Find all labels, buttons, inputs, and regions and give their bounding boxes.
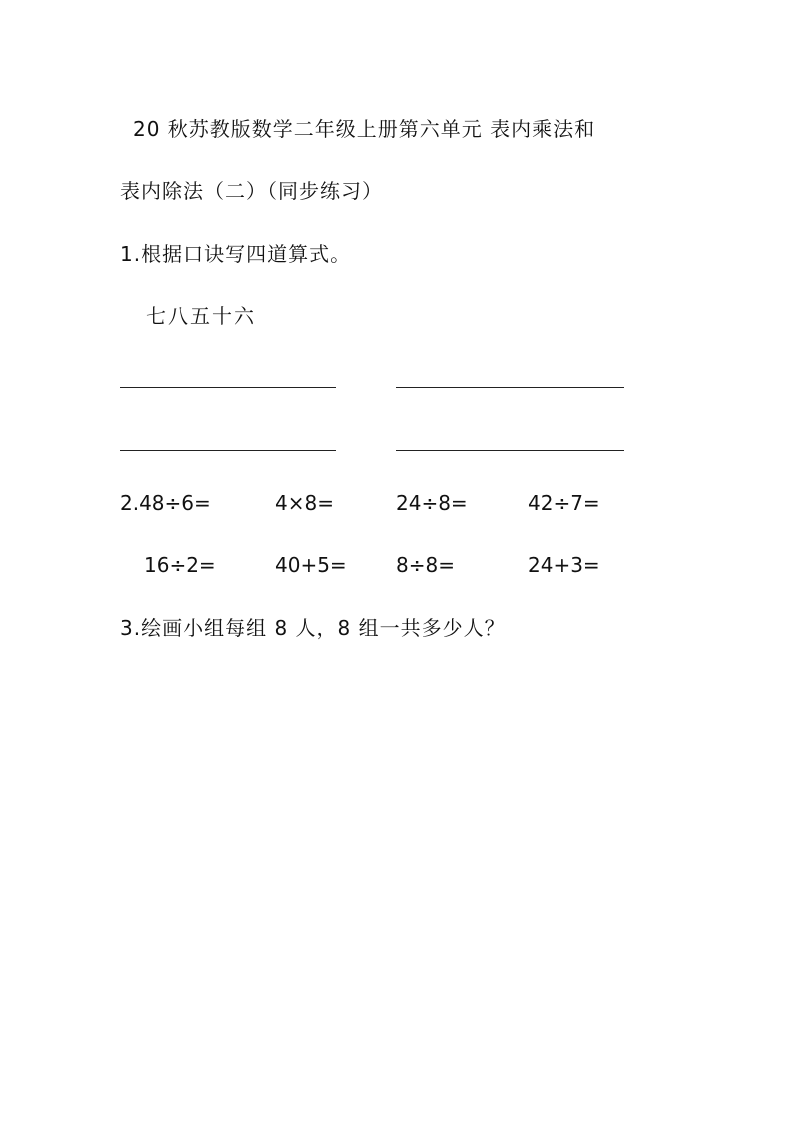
calc-1: 2.48÷6= bbox=[120, 491, 211, 515]
title-line-2: 表内除法（二）（同步练习） bbox=[120, 179, 383, 203]
calc-7: 8÷8= bbox=[396, 553, 455, 577]
question-1-prompt: 1.根据口诀写四道算式。 bbox=[120, 242, 352, 266]
calc-5: 16÷2= bbox=[144, 553, 216, 577]
answer-blank-3[interactable] bbox=[120, 450, 336, 451]
calc-8: 24+3= bbox=[528, 553, 600, 577]
question-3-prompt: 3.绘画小组每组 8 人，8 组一共多少人？ bbox=[120, 616, 506, 640]
calc-6: 40+5= bbox=[275, 553, 347, 577]
multiplication-rhyme: 七八五十六 bbox=[146, 304, 256, 328]
answer-blank-1[interactable] bbox=[120, 387, 336, 388]
calc-2: 4×8= bbox=[275, 491, 334, 515]
title-line-1: 20 秋苏教版数学二年级上册第六单元 表内乘法和 bbox=[133, 117, 596, 141]
calc-3: 24÷8= bbox=[396, 491, 468, 515]
calc-4: 42÷7= bbox=[528, 491, 600, 515]
answer-blank-2[interactable] bbox=[396, 387, 624, 388]
answer-blank-4[interactable] bbox=[396, 450, 624, 451]
